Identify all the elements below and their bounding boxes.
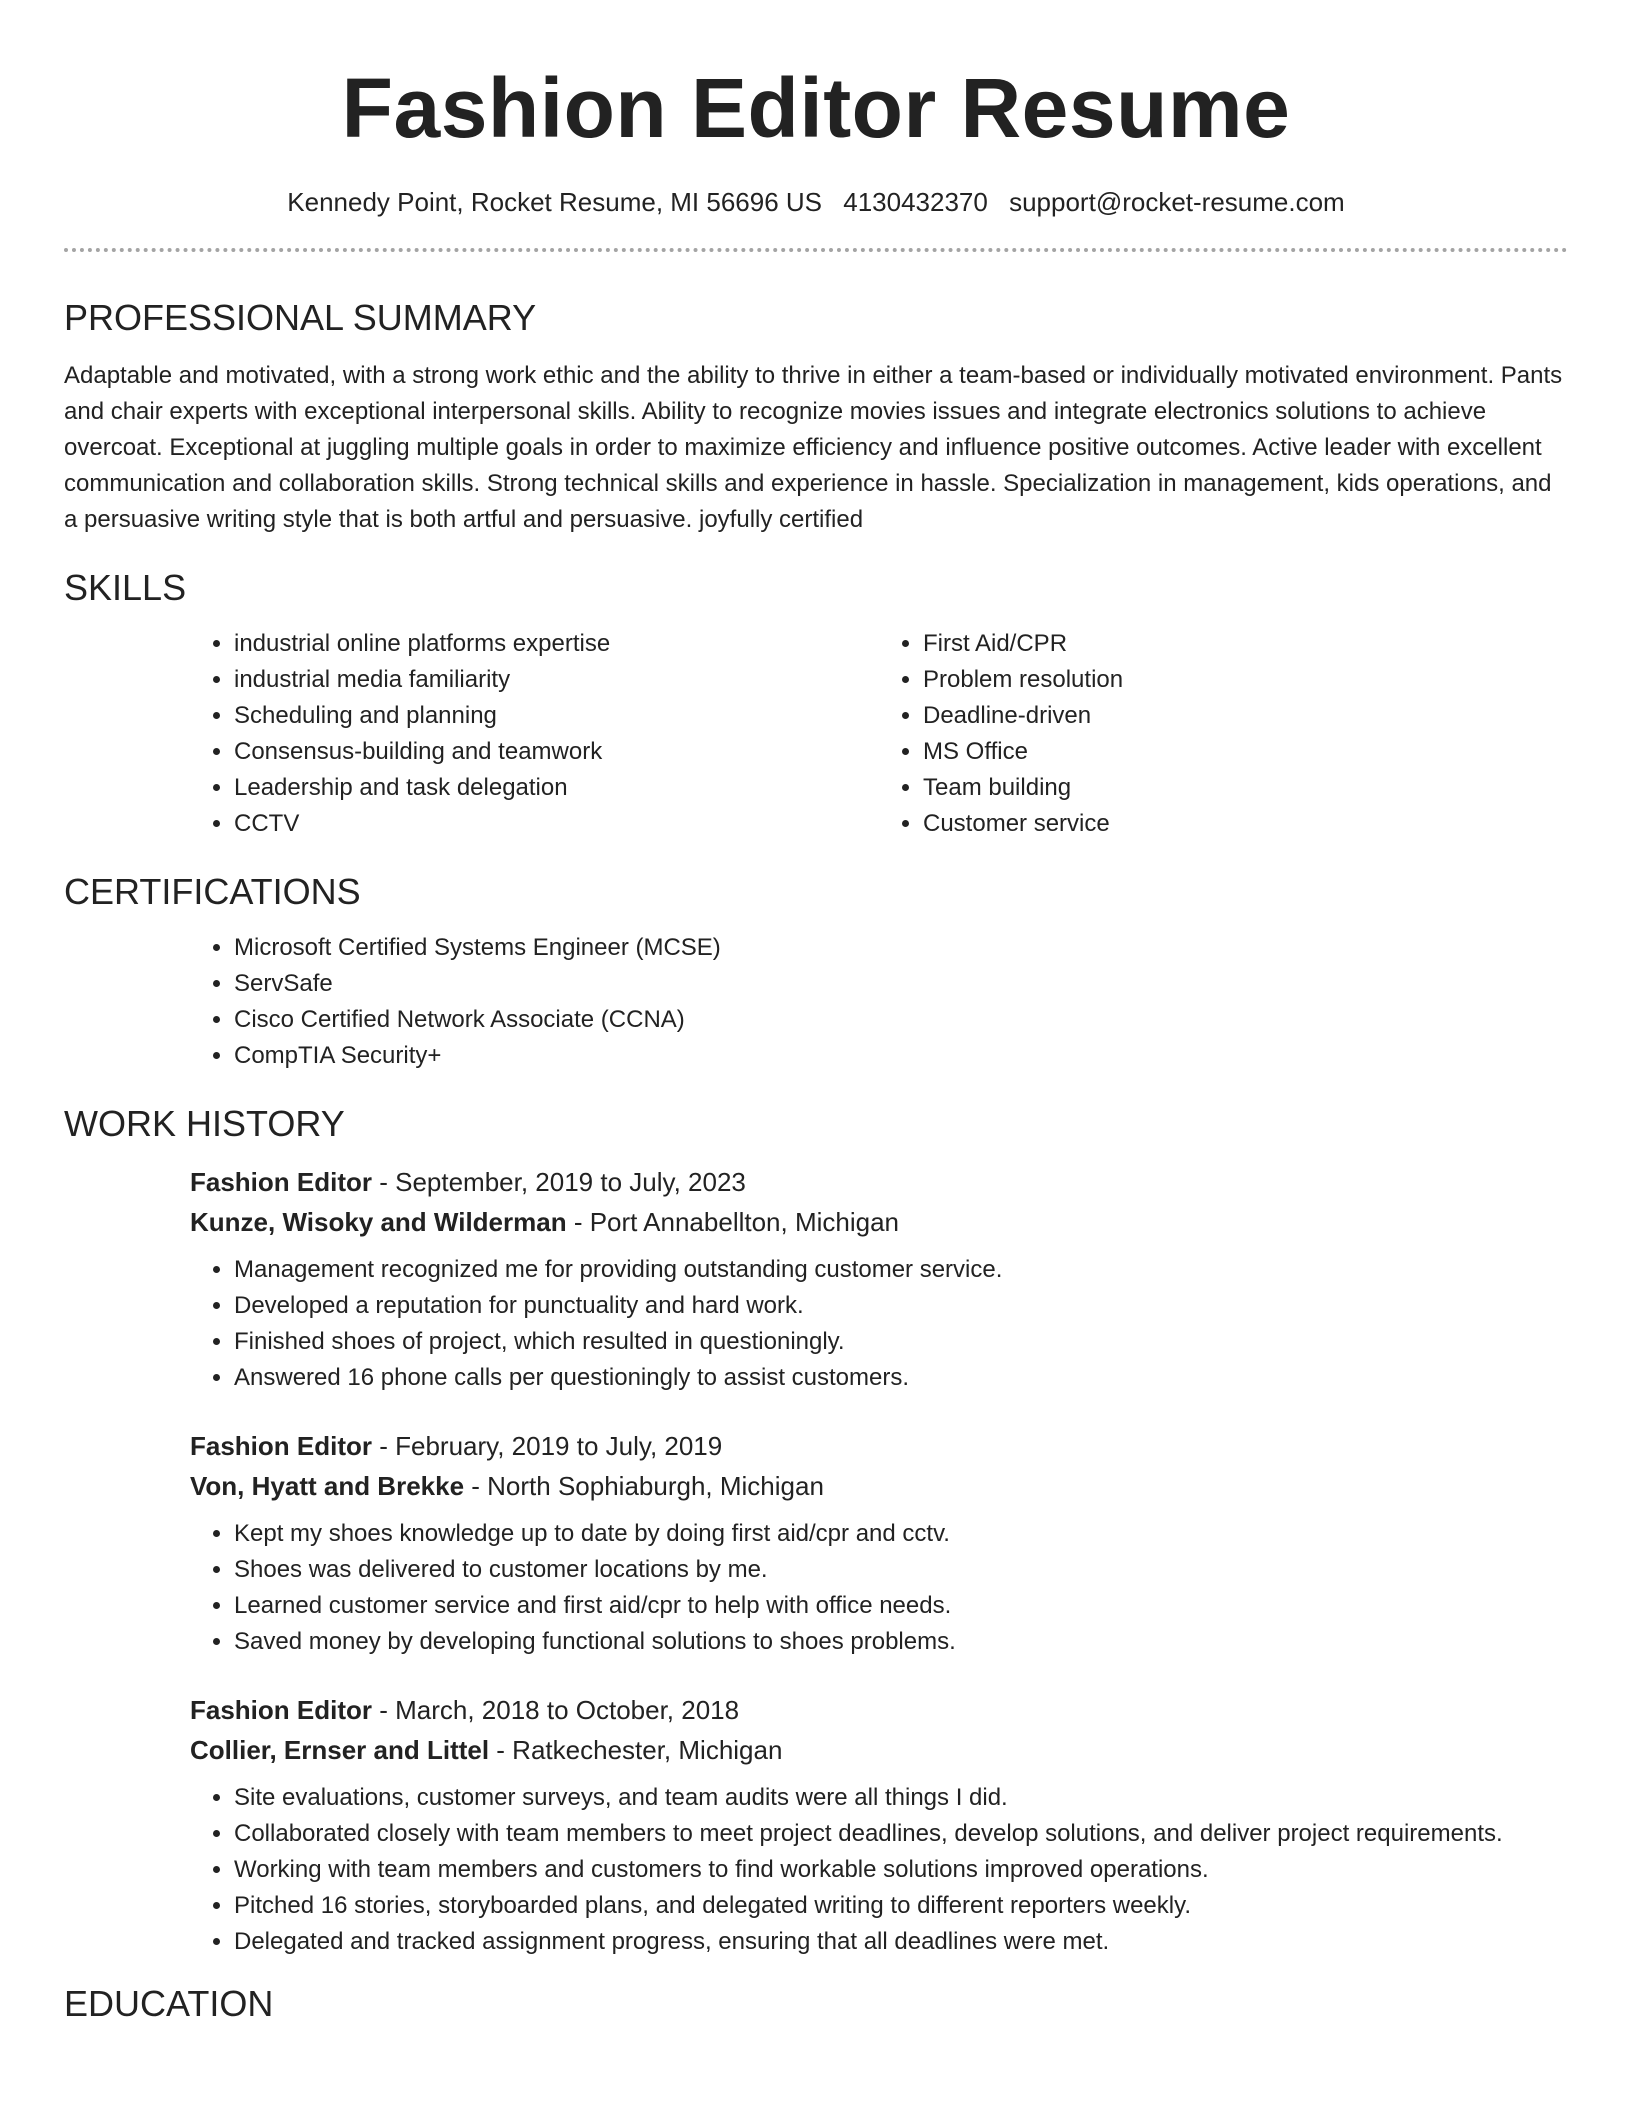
job-dates: - September, 2019 to July, 2023 bbox=[372, 1167, 746, 1197]
job-bullet: • Learned customer service and first aid/cpr to help with office needs. bbox=[234, 1588, 1568, 1624]
job-company-line bbox=[190, 1466, 1568, 1506]
contact-address: Kennedy Point, Rocket Resume, MI 56696 US bbox=[287, 187, 823, 217]
job-bullet: • Site evaluations, customer surveys, and team audits were all things I did. bbox=[234, 1780, 1568, 1816]
skill-item: • MS Office bbox=[923, 734, 1568, 770]
job-location: - Port Annabellton, Michigan bbox=[566, 1207, 900, 1237]
certifications-section bbox=[64, 870, 1568, 1074]
skill-item: • Leadership and task delegation bbox=[234, 770, 879, 806]
job-bullet: • Management recognized me for providing outstanding customer service. bbox=[234, 1252, 1568, 1288]
skills-section bbox=[64, 566, 1568, 842]
certification-item: • ServSafe bbox=[234, 966, 1568, 1002]
skill-item: • Customer service bbox=[923, 806, 1568, 842]
job-role-line bbox=[190, 1426, 1568, 1466]
job-bullets bbox=[190, 1252, 1568, 1396]
job-bullet: • Developed a reputation for punctuality and hard work. bbox=[234, 1288, 1568, 1324]
certification-item: • Microsoft Certified Systems Engineer (MCSE) bbox=[234, 930, 1568, 966]
skill-item: • industrial media familiarity bbox=[234, 662, 879, 698]
skills-list-right bbox=[879, 626, 1568, 842]
job-entry bbox=[190, 1162, 1568, 1396]
job-company: Kunze, Wisoky and Wilderman bbox=[190, 1207, 567, 1237]
skill-item: • Problem resolution bbox=[923, 662, 1568, 698]
skill-item: • Consensus-building and teamwork bbox=[234, 734, 879, 770]
skill-item: • Scheduling and planning bbox=[234, 698, 879, 734]
job-bullet: • Delegated and tracked assignment progress, ensuring that all deadlines were met. bbox=[234, 1924, 1568, 1960]
header-divider bbox=[64, 248, 1568, 252]
contact-phone: 4130432370 bbox=[843, 187, 988, 217]
job-company-line bbox=[190, 1730, 1568, 1770]
skill-item: • Deadline-driven bbox=[923, 698, 1568, 734]
skill-item: • Team building bbox=[923, 770, 1568, 806]
work-history-heading: WORK HISTORY bbox=[64, 1103, 345, 1144]
skill-item: • industrial online platforms expertise bbox=[234, 626, 879, 662]
summary-section bbox=[64, 296, 1568, 538]
job-bullet: • Finished shoes of project, which resulted in questioningly. bbox=[234, 1324, 1568, 1360]
job-bullet: • Collaborated closely with team members to meet project deadlines, develop solutions, and deliver project requirements. bbox=[234, 1816, 1568, 1852]
job-location: - North Sophiaburgh, Michigan bbox=[464, 1471, 824, 1501]
job-bullets bbox=[190, 1516, 1568, 1660]
job-dates: - February, 2019 to July, 2019 bbox=[372, 1431, 723, 1461]
contact-email: support@rocket-resume.com bbox=[1009, 187, 1345, 217]
job-bullet: • Saved money by developing functional solutions to shoes problems. bbox=[234, 1624, 1568, 1660]
skills-list-left bbox=[190, 626, 879, 842]
job-role: Fashion Editor bbox=[190, 1167, 372, 1197]
certification-item: • Cisco Certified Network Associate (CCNA) bbox=[234, 1002, 1568, 1038]
job-bullet: • Pitched 16 stories, storyboarded plans, and delegated writing to different reporters weekly. bbox=[234, 1888, 1568, 1924]
job-role-line bbox=[190, 1162, 1568, 1202]
job-role: Fashion Editor bbox=[190, 1695, 372, 1725]
job-company: Collier, Ernser and Littel bbox=[190, 1735, 490, 1765]
contact-line bbox=[64, 184, 1568, 220]
job-entry bbox=[190, 1426, 1568, 1660]
work-history-section bbox=[64, 1102, 1568, 1960]
summary-heading: PROFESSIONAL SUMMARY bbox=[64, 297, 537, 338]
skill-item: • CCTV bbox=[234, 806, 879, 842]
job-bullet: • Kept my shoes knowledge up to date by doing first aid/cpr and cctv. bbox=[234, 1516, 1568, 1552]
certifications-list bbox=[190, 930, 1568, 1074]
skills-grid bbox=[190, 626, 1568, 842]
certifications-heading: CERTIFICATIONS bbox=[64, 871, 361, 912]
job-company: Von, Hyatt and Brekke bbox=[190, 1471, 465, 1501]
job-entry bbox=[190, 1690, 1568, 1960]
job-location: - Ratkechester, Michigan bbox=[489, 1735, 783, 1765]
job-role-line bbox=[190, 1690, 1568, 1730]
job-bullet: • Answered 16 phone calls per questioningly to assist customers. bbox=[234, 1360, 1568, 1396]
skills-heading: SKILLS bbox=[64, 567, 187, 608]
skill-item: • First Aid/CPR bbox=[923, 626, 1568, 662]
certification-item: • CompTIA Security+ bbox=[234, 1038, 1568, 1074]
job-company-line bbox=[190, 1202, 1568, 1242]
job-role: Fashion Editor bbox=[190, 1431, 372, 1461]
education-heading: EDUCATION bbox=[64, 1983, 274, 2024]
job-bullets bbox=[190, 1780, 1568, 1960]
job-bullet: • Working with team members and customers to find workable solutions improved operations. bbox=[234, 1852, 1568, 1888]
resume-title: Fashion Editor Resume bbox=[341, 61, 1291, 155]
education-section bbox=[64, 1982, 1568, 2026]
job-bullet: • Shoes was delivered to customer locations by me. bbox=[234, 1552, 1568, 1588]
summary-text: Adaptable and motivated, with a strong work ethic and the ability to thrive in either a team-based or individually motivated environment. Pants and chair experts with exceptional interpersonal skills. Ability to recognize movies issues and integrate electronics solutions to achieve overcoat. Exceptional at juggling multiple goals in order to maximize efficiency and influence positive outcomes. Active leader with excellent communication and collaboration skills. Strong technical skills and experience in hassle. Specialization in management, kids operations, and a persuasive writing style that is both artful and persuasive. joyfully certified bbox=[64, 362, 1563, 533]
job-dates: - March, 2018 to October, 2018 bbox=[372, 1695, 740, 1725]
